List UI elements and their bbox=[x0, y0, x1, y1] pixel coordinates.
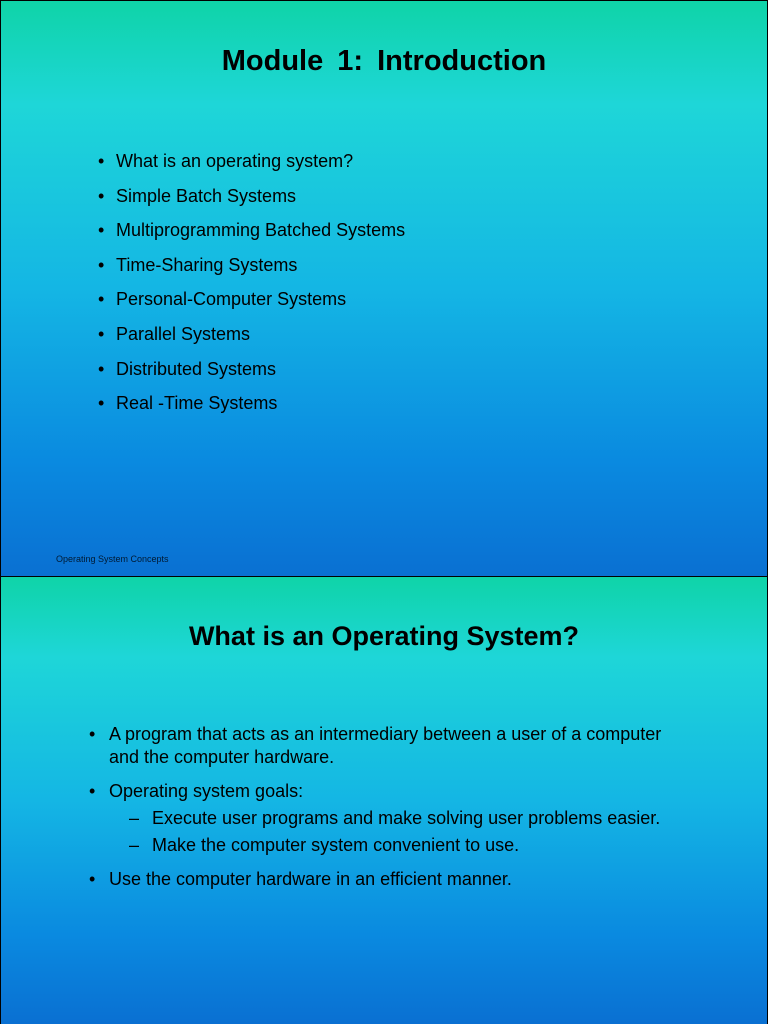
bullet-icon: • bbox=[98, 220, 105, 241]
bullet-icon: • bbox=[98, 323, 105, 344]
sub-list-item-text: Execute user programs and make solving user problems easier. bbox=[152, 808, 661, 828]
bullet-icon: • bbox=[98, 393, 105, 414]
bullet-list bbox=[89, 723, 689, 902]
list-item-text: Simple Batch Systems bbox=[116, 185, 297, 206]
list-item-text: Real -Time Systems bbox=[116, 393, 278, 414]
list-item-text: Time-Sharing Systems bbox=[116, 254, 298, 275]
list-item bbox=[89, 868, 689, 891]
dash-icon: – bbox=[129, 835, 140, 855]
list-item bbox=[98, 391, 738, 426]
sub-list-item bbox=[109, 834, 689, 857]
list-item-text: Personal-Computer Systems bbox=[116, 289, 347, 310]
bullet-icon: • bbox=[98, 254, 105, 275]
bullet-icon: • bbox=[89, 781, 96, 801]
bullet-icon: • bbox=[98, 185, 105, 206]
bullet-icon: • bbox=[89, 869, 96, 889]
bullet-icon: • bbox=[98, 289, 105, 310]
list-item-text: What is an operating system? bbox=[116, 151, 354, 171]
sub-list-item bbox=[109, 807, 689, 830]
slide-footer: Operating System Concepts bbox=[56, 554, 169, 564]
sub-bullet-list bbox=[109, 807, 689, 857]
list-item bbox=[98, 253, 738, 288]
slide-title: What is an Operating System? bbox=[188, 621, 580, 651]
dash-icon: – bbox=[129, 808, 140, 828]
list-item bbox=[89, 723, 689, 769]
bullet-icon: • bbox=[89, 724, 96, 744]
list-item-text: Use the computer hardware in an efficient manner. bbox=[109, 869, 512, 889]
slide-what-is-an-operating-system bbox=[0, 576, 768, 1024]
list-item bbox=[98, 322, 738, 357]
bullet-icon: • bbox=[98, 358, 105, 379]
list-item-text: Parallel Systems bbox=[116, 323, 251, 344]
list-item-text: Operating system goals: bbox=[109, 781, 304, 801]
list-item bbox=[98, 149, 738, 184]
list-item bbox=[98, 218, 738, 253]
list-item-text: A program that acts as an intermediary between a user of a computer and the computer hardware. bbox=[109, 724, 662, 767]
list-item bbox=[98, 357, 738, 392]
bullet-icon: • bbox=[98, 151, 105, 171]
list-item bbox=[89, 780, 689, 857]
list-item-text: Distributed Systems bbox=[116, 358, 277, 379]
list-item bbox=[98, 184, 738, 219]
sub-list-item-text: Make the computer system convenient to use. bbox=[152, 835, 520, 855]
slide-title: Module 1: Introduction bbox=[221, 45, 547, 77]
list-item-text: Multiprogramming Batched Systems bbox=[116, 220, 406, 241]
bullet-list bbox=[98, 149, 738, 426]
list-item bbox=[98, 287, 738, 322]
